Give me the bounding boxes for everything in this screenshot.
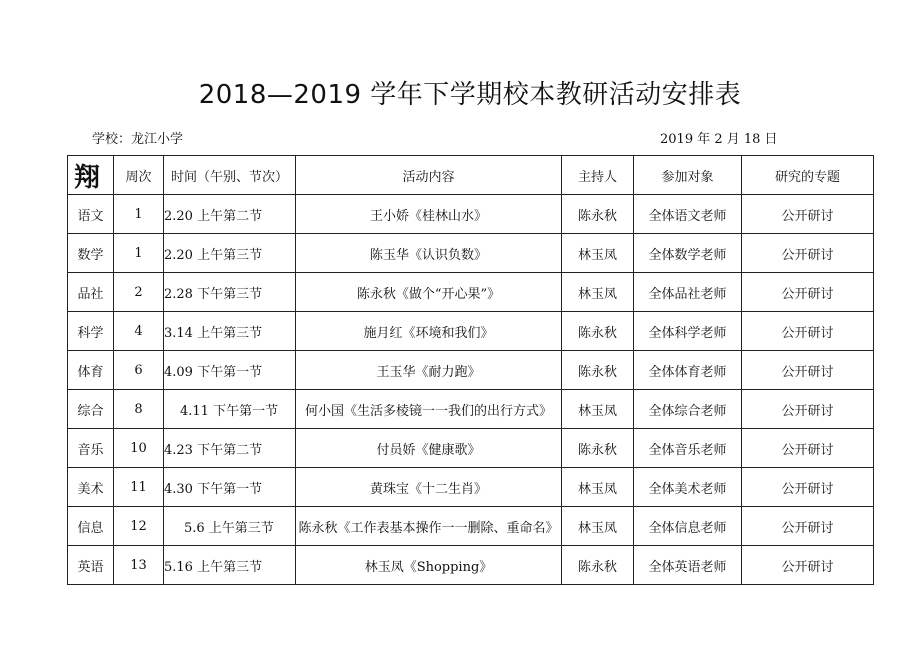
host-cell: 陈永秋 bbox=[562, 312, 634, 351]
subject-cell: 语文 bbox=[68, 195, 114, 234]
subject-cell: 数学 bbox=[68, 234, 114, 273]
time-cell: 4.09 下午第一节 bbox=[164, 351, 296, 390]
topic-cell: 公开研讨 bbox=[742, 390, 874, 429]
host-cell: 林玉凤 bbox=[562, 507, 634, 546]
time-cell: 4.11 下午第一节 bbox=[164, 390, 296, 429]
subject-cell: 体育 bbox=[68, 351, 114, 390]
week-cell: 12 bbox=[114, 507, 164, 546]
topic-cell: 公开研讨 bbox=[742, 429, 874, 468]
content-cell: 黄珠宝《十二生肖》 bbox=[296, 468, 562, 507]
table-row bbox=[68, 351, 874, 390]
week-cell: 13 bbox=[114, 546, 164, 585]
audience-cell: 全体体育老师 bbox=[634, 351, 742, 390]
host-cell: 陈永秋 bbox=[562, 195, 634, 234]
table-row bbox=[68, 468, 874, 507]
audience-cell: 全体语文老师 bbox=[634, 195, 742, 234]
table-row bbox=[68, 273, 874, 312]
content-cell: 施月红《环境和我们》 bbox=[296, 312, 562, 351]
subject-cell: 综合 bbox=[68, 390, 114, 429]
week-cell: 10 bbox=[114, 429, 164, 468]
time-cell: 4.23 下午第二节 bbox=[164, 429, 296, 468]
subject-cell: 信息 bbox=[68, 507, 114, 546]
week-cell: 1 bbox=[114, 195, 164, 234]
time-cell: 2.28 下午第三节 bbox=[164, 273, 296, 312]
topic-cell: 公开研讨 bbox=[742, 312, 874, 351]
audience-cell: 全体音乐老师 bbox=[634, 429, 742, 468]
host-cell: 陈永秋 bbox=[562, 429, 634, 468]
header-host: 主持人 bbox=[562, 156, 634, 195]
table-row bbox=[68, 546, 874, 585]
header-time: 时间（午别、节次） bbox=[164, 156, 296, 195]
table-row bbox=[68, 234, 874, 273]
week-cell: 6 bbox=[114, 351, 164, 390]
header-corner-cell: 翔 bbox=[68, 156, 114, 195]
table-header-row bbox=[68, 156, 874, 195]
content-cell: 陈永秋《做个“开心果”》 bbox=[296, 273, 562, 312]
audience-cell: 全体综合老师 bbox=[634, 390, 742, 429]
topic-cell: 公开研讨 bbox=[742, 273, 874, 312]
content-cell: 陈玉华《认识负数》 bbox=[296, 234, 562, 273]
header-content: 活动内容 bbox=[296, 156, 562, 195]
header-audience: 参加对象 bbox=[634, 156, 742, 195]
school-label: 学校：龙江小学 bbox=[92, 132, 184, 147]
time-cell: 4.30 下午第一节 bbox=[164, 468, 296, 507]
schedule-table bbox=[67, 155, 874, 585]
time-cell: 5.6 上午第三节 bbox=[164, 507, 296, 546]
host-cell: 林玉凤 bbox=[562, 468, 634, 507]
week-cell: 8 bbox=[114, 390, 164, 429]
content-cell: 王玉华《耐力跑》 bbox=[296, 351, 562, 390]
subject-cell: 英语 bbox=[68, 546, 114, 585]
table-row bbox=[68, 507, 874, 546]
topic-cell: 公开研讨 bbox=[742, 351, 874, 390]
week-cell: 2 bbox=[114, 273, 164, 312]
subject-cell: 品社 bbox=[68, 273, 114, 312]
audience-cell: 全体数学老师 bbox=[634, 234, 742, 273]
table-row bbox=[68, 195, 874, 234]
subject-cell: 美术 bbox=[68, 468, 114, 507]
audience-cell: 全体美术老师 bbox=[634, 468, 742, 507]
host-cell: 林玉凤 bbox=[562, 234, 634, 273]
topic-cell: 公开研讨 bbox=[742, 234, 874, 273]
week-cell: 4 bbox=[114, 312, 164, 351]
week-cell: 1 bbox=[114, 234, 164, 273]
audience-cell: 全体信息老师 bbox=[634, 507, 742, 546]
host-cell: 陈永秋 bbox=[562, 546, 634, 585]
topic-cell: 公开研讨 bbox=[742, 468, 874, 507]
audience-cell: 全体品社老师 bbox=[634, 273, 742, 312]
subject-cell: 音乐 bbox=[68, 429, 114, 468]
date-label: 2019 年 2 月 18 日 bbox=[660, 132, 778, 147]
table-row bbox=[68, 429, 874, 468]
content-cell: 王小娇《桂林山水》 bbox=[296, 195, 562, 234]
time-cell: 5.16 上午第三节 bbox=[164, 546, 296, 585]
subject-cell: 科学 bbox=[68, 312, 114, 351]
audience-cell: 全体英语老师 bbox=[634, 546, 742, 585]
table-row bbox=[68, 390, 874, 429]
content-cell: 付员娇《健康歌》 bbox=[296, 429, 562, 468]
topic-cell: 公开研讨 bbox=[742, 195, 874, 234]
header-topic: 研究的专题 bbox=[742, 156, 874, 195]
topic-cell: 公开研讨 bbox=[742, 546, 874, 585]
document-title: 2018—2019 学年下学期校本教研活动安排表 bbox=[198, 80, 742, 110]
table-row bbox=[68, 312, 874, 351]
host-cell: 林玉凤 bbox=[562, 390, 634, 429]
time-cell: 3.14 上午第三节 bbox=[164, 312, 296, 351]
content-cell: 林玉凤《Shopping》 bbox=[296, 546, 562, 585]
audience-cell: 全体科学老师 bbox=[634, 312, 742, 351]
time-cell: 2.20 上午第二节 bbox=[164, 195, 296, 234]
header-week: 周次 bbox=[114, 156, 164, 195]
content-cell: 陈永秋《工作表基本操作一一删除、重命名》 bbox=[296, 507, 562, 546]
week-cell: 11 bbox=[114, 468, 164, 507]
host-cell: 陈永秋 bbox=[562, 351, 634, 390]
host-cell: 林玉凤 bbox=[562, 273, 634, 312]
topic-cell: 公开研讨 bbox=[742, 507, 874, 546]
content-cell: 何小国《生活多棱镜一一我们的出行方式》 bbox=[296, 390, 562, 429]
time-cell: 2.20 上午第三节 bbox=[164, 234, 296, 273]
